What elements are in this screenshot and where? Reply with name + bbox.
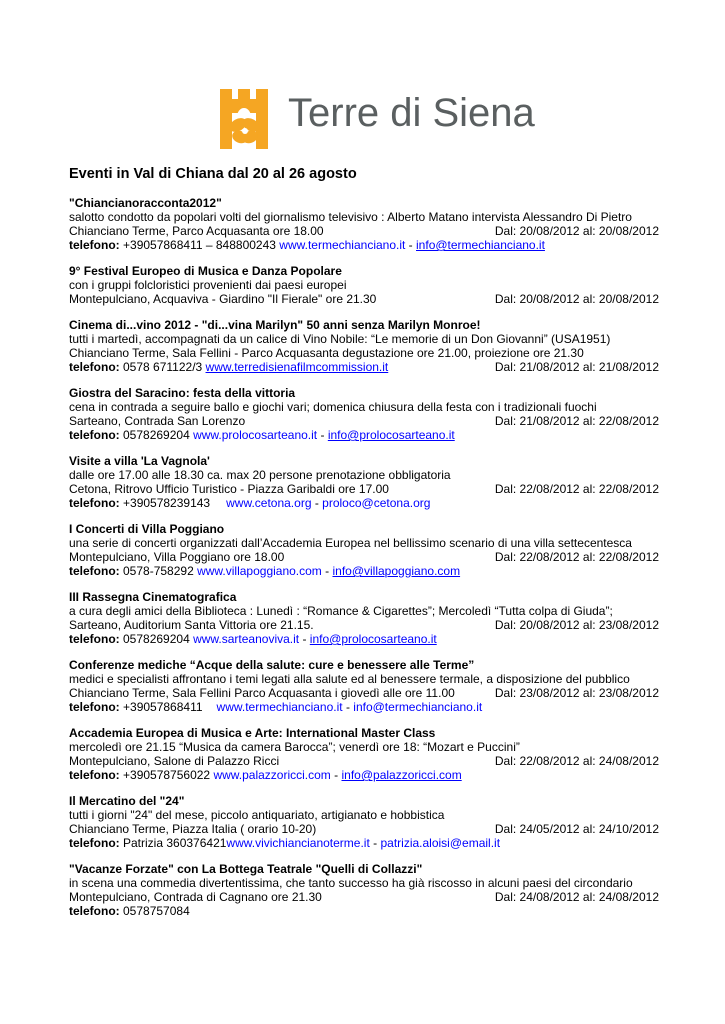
link-separator: - — [311, 496, 323, 510]
phone-label: telefono: — [69, 632, 120, 646]
event-website-link[interactable]: www.cetona.org — [226, 496, 312, 510]
event-website-link[interactable]: www.termechianciano.it — [216, 700, 343, 714]
event-place-row — [69, 618, 659, 632]
event-place-row — [69, 414, 659, 428]
event-phone: 0578269204 — [119, 428, 194, 442]
event-contact-row — [69, 836, 659, 850]
event-description: Chianciano Terme, Sala Fellini - Parco Acquasanta degustazione ore 21.00, proiezione ore 21.30 — [69, 346, 584, 360]
phone-label: telefono: — [69, 428, 120, 442]
event-phone: 0578269204 — [119, 632, 194, 646]
event-place: Cetona, Ritrovo Ufficio Turistico - Piazza Garibaldi ore 17.00 — [69, 482, 389, 496]
link-separator: - — [342, 700, 354, 714]
events-list — [69, 196, 659, 930]
event-phone: +390578239143 — [119, 496, 211, 510]
event-title: Conferenze mediche “Acque della salute: cure e benessere alle Terme” — [69, 658, 475, 672]
event-place-row — [69, 890, 659, 904]
event-place-row — [69, 550, 659, 564]
event-item — [69, 454, 659, 510]
event-contact-row — [69, 632, 659, 646]
event-description: a cura degli amici della Biblioteca : Lunedì : “Romance & Cigarettes”; Mercoledì “Tutta colpa di Giuda”; — [69, 604, 613, 618]
event-place: Sarteano, Contrada San Lorenzo — [69, 414, 246, 428]
event-contact-row — [69, 768, 659, 782]
event-date: Dal: 22/08/2012 al: 22/08/2012 — [494, 550, 659, 564]
event-item — [69, 196, 659, 252]
event-phone: +39057868411 — [119, 700, 203, 714]
event-email-link[interactable]: info@termechianciano.it — [353, 700, 483, 714]
event-place-row — [69, 754, 659, 768]
event-date: Dal: 22/08/2012 al: 22/08/2012 — [494, 482, 659, 496]
event-contact-row — [69, 564, 659, 578]
event-place-row — [69, 686, 659, 700]
page-title: Eventi in Val di Chiana dal 20 al 26 agosto — [69, 166, 357, 182]
event-date: Dal: 24/08/2012 al: 24/08/2012 — [494, 890, 659, 904]
event-website-link[interactable]: www.villapoggiano.com — [197, 564, 322, 578]
event-place-row — [69, 822, 659, 836]
event-description: cena in contrada a seguire ballo e giochi vari; domenica chiusura della festa con i tradizionali fuochi — [69, 400, 597, 414]
event-title: "Chiancianoracconta2012" — [69, 196, 222, 210]
phone-label: telefono: — [69, 836, 120, 850]
event-place-row — [69, 224, 659, 238]
phone-label: telefono: — [69, 904, 120, 918]
event-item — [69, 862, 659, 918]
event-place: Montepulciano, Villa Poggiano ore 18.00 — [69, 550, 285, 564]
event-date: Dal: 23/08/2012 al: 23/08/2012 — [494, 686, 659, 700]
tower-flower-icon — [218, 87, 284, 153]
event-description: medici e specialisti affrontano i temi legati alla salute ed al benessere termale, a disposizione del pubblico — [69, 672, 630, 686]
event-phone: 0578 671122/3 — [119, 360, 206, 374]
event-email-link[interactable]: info@termechianciano.it — [416, 238, 545, 252]
link-separator: - — [369, 836, 381, 850]
event-date: Dal: 20/08/2012 al: 20/08/2012 — [494, 292, 659, 306]
event-date: Dal: 20/08/2012 al: 23/08/2012 — [494, 618, 659, 632]
event-place: Montepulciano, Salone di Palazzo Ricci — [69, 754, 280, 768]
event-date: Dal: 20/08/2012 al: 20/08/2012 — [494, 224, 659, 238]
event-item — [69, 522, 659, 578]
event-email-link[interactable]: info@villapoggiano.com — [332, 564, 461, 578]
event-title: 9° Festival Europeo di Musica e Danza Popolare — [69, 264, 342, 278]
event-email-link[interactable]: patrizia.aloisi@email.it — [380, 836, 501, 850]
event-description: in scena una commedia divertentissima, che tanto successo ha già riscosso in alcuni paesi del circondario — [69, 876, 633, 890]
event-email-link[interactable]: info@palazzoricci.com — [341, 768, 462, 782]
link-separator: - — [330, 768, 342, 782]
event-date: Dal: 21/08/2012 al: 21/08/2012 — [494, 360, 659, 374]
phone-label: telefono: — [69, 238, 120, 252]
event-phone: +390578756022 — [119, 768, 214, 782]
event-title: Giostra del Saracino: festa della vittoria — [69, 386, 296, 400]
event-date: Dal: 21/08/2012 al: 22/08/2012 — [494, 414, 659, 428]
event-website-link[interactable]: www.terredisienafilmcommission.it — [205, 360, 389, 374]
event-place-row — [69, 482, 659, 496]
event-phone: Patrizia 360376421 — [119, 836, 227, 850]
event-place: Chianciano Terme, Parco Acquasanta ore 18.00 — [69, 224, 324, 238]
event-contact-row — [69, 428, 659, 442]
event-email-link[interactable]: info@prolocosarteano.it — [327, 428, 455, 442]
event-title: I Concerti di Villa Poggiano — [69, 522, 225, 536]
event-contact-row — [69, 360, 659, 374]
event-place-row — [69, 292, 659, 306]
link-separator: - — [299, 632, 310, 646]
event-place: Montepulciano, Contrada di Cagnano ore 21.30 — [69, 890, 322, 904]
event-description: dalle ore 17.00 alle 18.30 ca. max 20 persone prenotazione obbligatoria — [69, 468, 451, 482]
terre-di-siena-logo — [218, 87, 535, 153]
event-date: Dal: 24/05/2012 al: 24/10/2012 — [494, 822, 659, 836]
event-phone: 0578-758292 — [119, 564, 198, 578]
event-item — [69, 318, 659, 374]
event-description: una serie di concerti organizzati dall’Accademia Europea nel bellissimo scenario di una villa settecentesca — [69, 536, 632, 550]
event-title: Accademia Europea di Musica e Arte: International Master Class — [69, 726, 436, 740]
event-phone: 0578757084 — [119, 904, 190, 918]
phone-label: telefono: — [69, 768, 120, 782]
event-item — [69, 658, 659, 714]
logo-text: Terre di Siena — [288, 91, 535, 135]
event-title: "Vacanze Forzate" con La Bottega Teatrale "Quelli di Collazzi" — [69, 862, 423, 876]
event-contact-row — [69, 496, 659, 510]
event-phone: +39057868411 – 848800243 — [119, 238, 280, 252]
event-date: Dal: 22/08/2012 al: 24/08/2012 — [494, 754, 659, 768]
phone-label: telefono: — [69, 496, 120, 510]
event-contact-row — [69, 700, 659, 714]
event-item — [69, 590, 659, 646]
event-website-link[interactable]: www.palazzoricci.com — [213, 768, 331, 782]
event-title: Visite a villa 'La Vagnola' — [69, 454, 210, 468]
link-separator: - — [317, 428, 328, 442]
phone-label: telefono: — [69, 360, 120, 374]
event-email-link[interactable]: proloco@cetona.org — [322, 496, 431, 510]
event-item — [69, 264, 659, 306]
phone-label: telefono: — [69, 700, 120, 714]
event-place: Chianciano Terme, Piazza Italia ( orario 10-20) — [69, 822, 317, 836]
event-website-link[interactable]: www.prolocosarteano.it — [193, 428, 318, 442]
event-title: Cinema di...vino 2012 - "di...vina Marilyn" 50 anni senza Marilyn Monroe! — [69, 318, 481, 332]
event-website-link[interactable]: www.termechianciano.it — [279, 238, 406, 252]
event-contact-row — [69, 904, 659, 918]
event-description: con i gruppi folcloristici provenienti dai paesi europei — [69, 278, 347, 292]
phone-label: telefono: — [69, 564, 120, 578]
event-title: Il Mercatino del "24" — [69, 794, 185, 808]
event-email-link[interactable]: info@prolocosarteano.it — [309, 632, 437, 646]
event-place: Sarteano, Auditorium Santa Vittoria ore 21.15. — [69, 618, 314, 632]
event-website-link[interactable]: www.sarteanoviva.it — [193, 632, 300, 646]
event-website-link[interactable]: www.vivichiancianoterme.it — [226, 836, 370, 850]
event-item — [69, 726, 659, 782]
event-description: salotto condotto da popolari volti del giornalismo televisivo : Alberto Matano intervista Alessandro Di Pietro — [69, 210, 632, 224]
event-description: mercoledì ore 21.15 “Musica da camera Barocca”; venerdì ore 18: “Mozart e Puccini” — [69, 740, 520, 754]
event-item — [69, 386, 659, 442]
event-place: Montepulciano, Acquaviva - Giardino "Il Fierale" ore 21.30 — [69, 292, 377, 306]
event-contact-row — [69, 238, 659, 252]
event-item — [69, 794, 659, 850]
event-description: tutti i martedì, accompagnati da un calice di Vino Nobile: “Le memorie di un Don Giovanni” (USA1951) — [69, 332, 611, 346]
event-place: Chianciano Terme, Sala Fellini Parco Acquasanta i giovedì alle ore 11.00 — [69, 686, 455, 700]
link-separator: - — [321, 564, 333, 578]
event-description: tutti i giorni "24" del mese, piccolo antiquariato, artigianato e hobbistica — [69, 808, 445, 822]
event-title: III Rassegna Cinematografica — [69, 590, 237, 604]
link-separator: - — [405, 238, 417, 252]
